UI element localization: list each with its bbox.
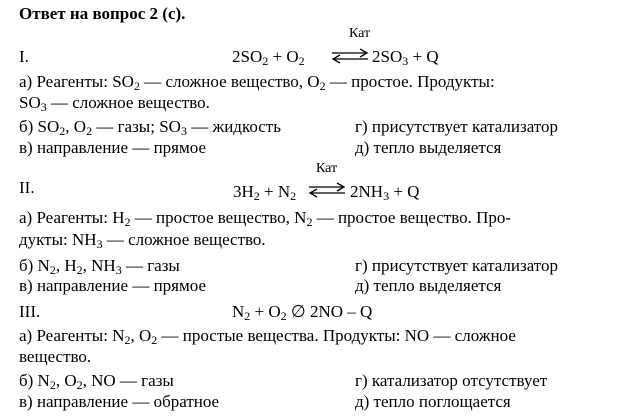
item-a-line: вещество. [19,347,92,366]
equilibrium-arrows-icon [330,46,370,66]
equation-left: $3H_2 + N_2$ [233,182,297,203]
section-numeral: II. [19,178,35,197]
page-title: Ответ на вопрос 2 (с). [19,4,186,23]
item-a-line: а) Реагенты: $N_2$, $O_2$ — простые вещества. Продукты: NO — сложное [19,326,516,347]
equilibrium-arrows-icon [307,180,347,200]
item-a-line: дукты: $NH_3$ — сложное вещество. [19,230,266,251]
catalyst-label: Кат [349,26,371,41]
equation-right: $2SO_3 + Q$ [372,47,439,68]
item-a-line: а) Реагенты: $H_2$ — простое вещество, $N_2$ — простое вещество. Про- [19,208,512,229]
item-g: г) присутствует катализатор [355,117,559,136]
item-g: г) присутствует катализатор [355,256,559,275]
item-a-line: а) Реагенты: $SO_2$ — сложное вещество, $O_2$ — простое. Продукты: [19,72,495,93]
item-d: д) тепло выделяется [355,276,502,295]
equation: $N_2 + O_2$ ∅ 2NO – Q [232,302,373,323]
section-numeral: I. [19,47,29,66]
item-d: д) тепло поглощается [355,392,511,411]
section-numeral: III. [19,302,41,321]
item-v: в) направление — прямое [19,138,206,157]
item-b: б) $SO_2$, $O_2$ — газы; $SO_3$ — жидкость [19,117,281,138]
catalyst-label: Кат [316,161,338,176]
item-a-line: $SO_3$ — сложное вещество. [19,93,210,114]
item-v: в) направление — прямое [19,276,206,295]
item-b: б) $N_2$, $H_2$, $NH_3$ — газы [19,256,180,277]
item-g: г) катализатор отсутствует [355,371,548,390]
equation-right: $2NH_3 + Q$ [350,182,420,203]
item-v: в) направление — обратное [19,392,220,411]
equation-left: $2SO_2 + O_2$ [232,47,305,68]
item-d: д) тепло выделяется [355,138,502,157]
item-b: б) $N_2$, $O_2$, NO — газы [19,371,174,392]
